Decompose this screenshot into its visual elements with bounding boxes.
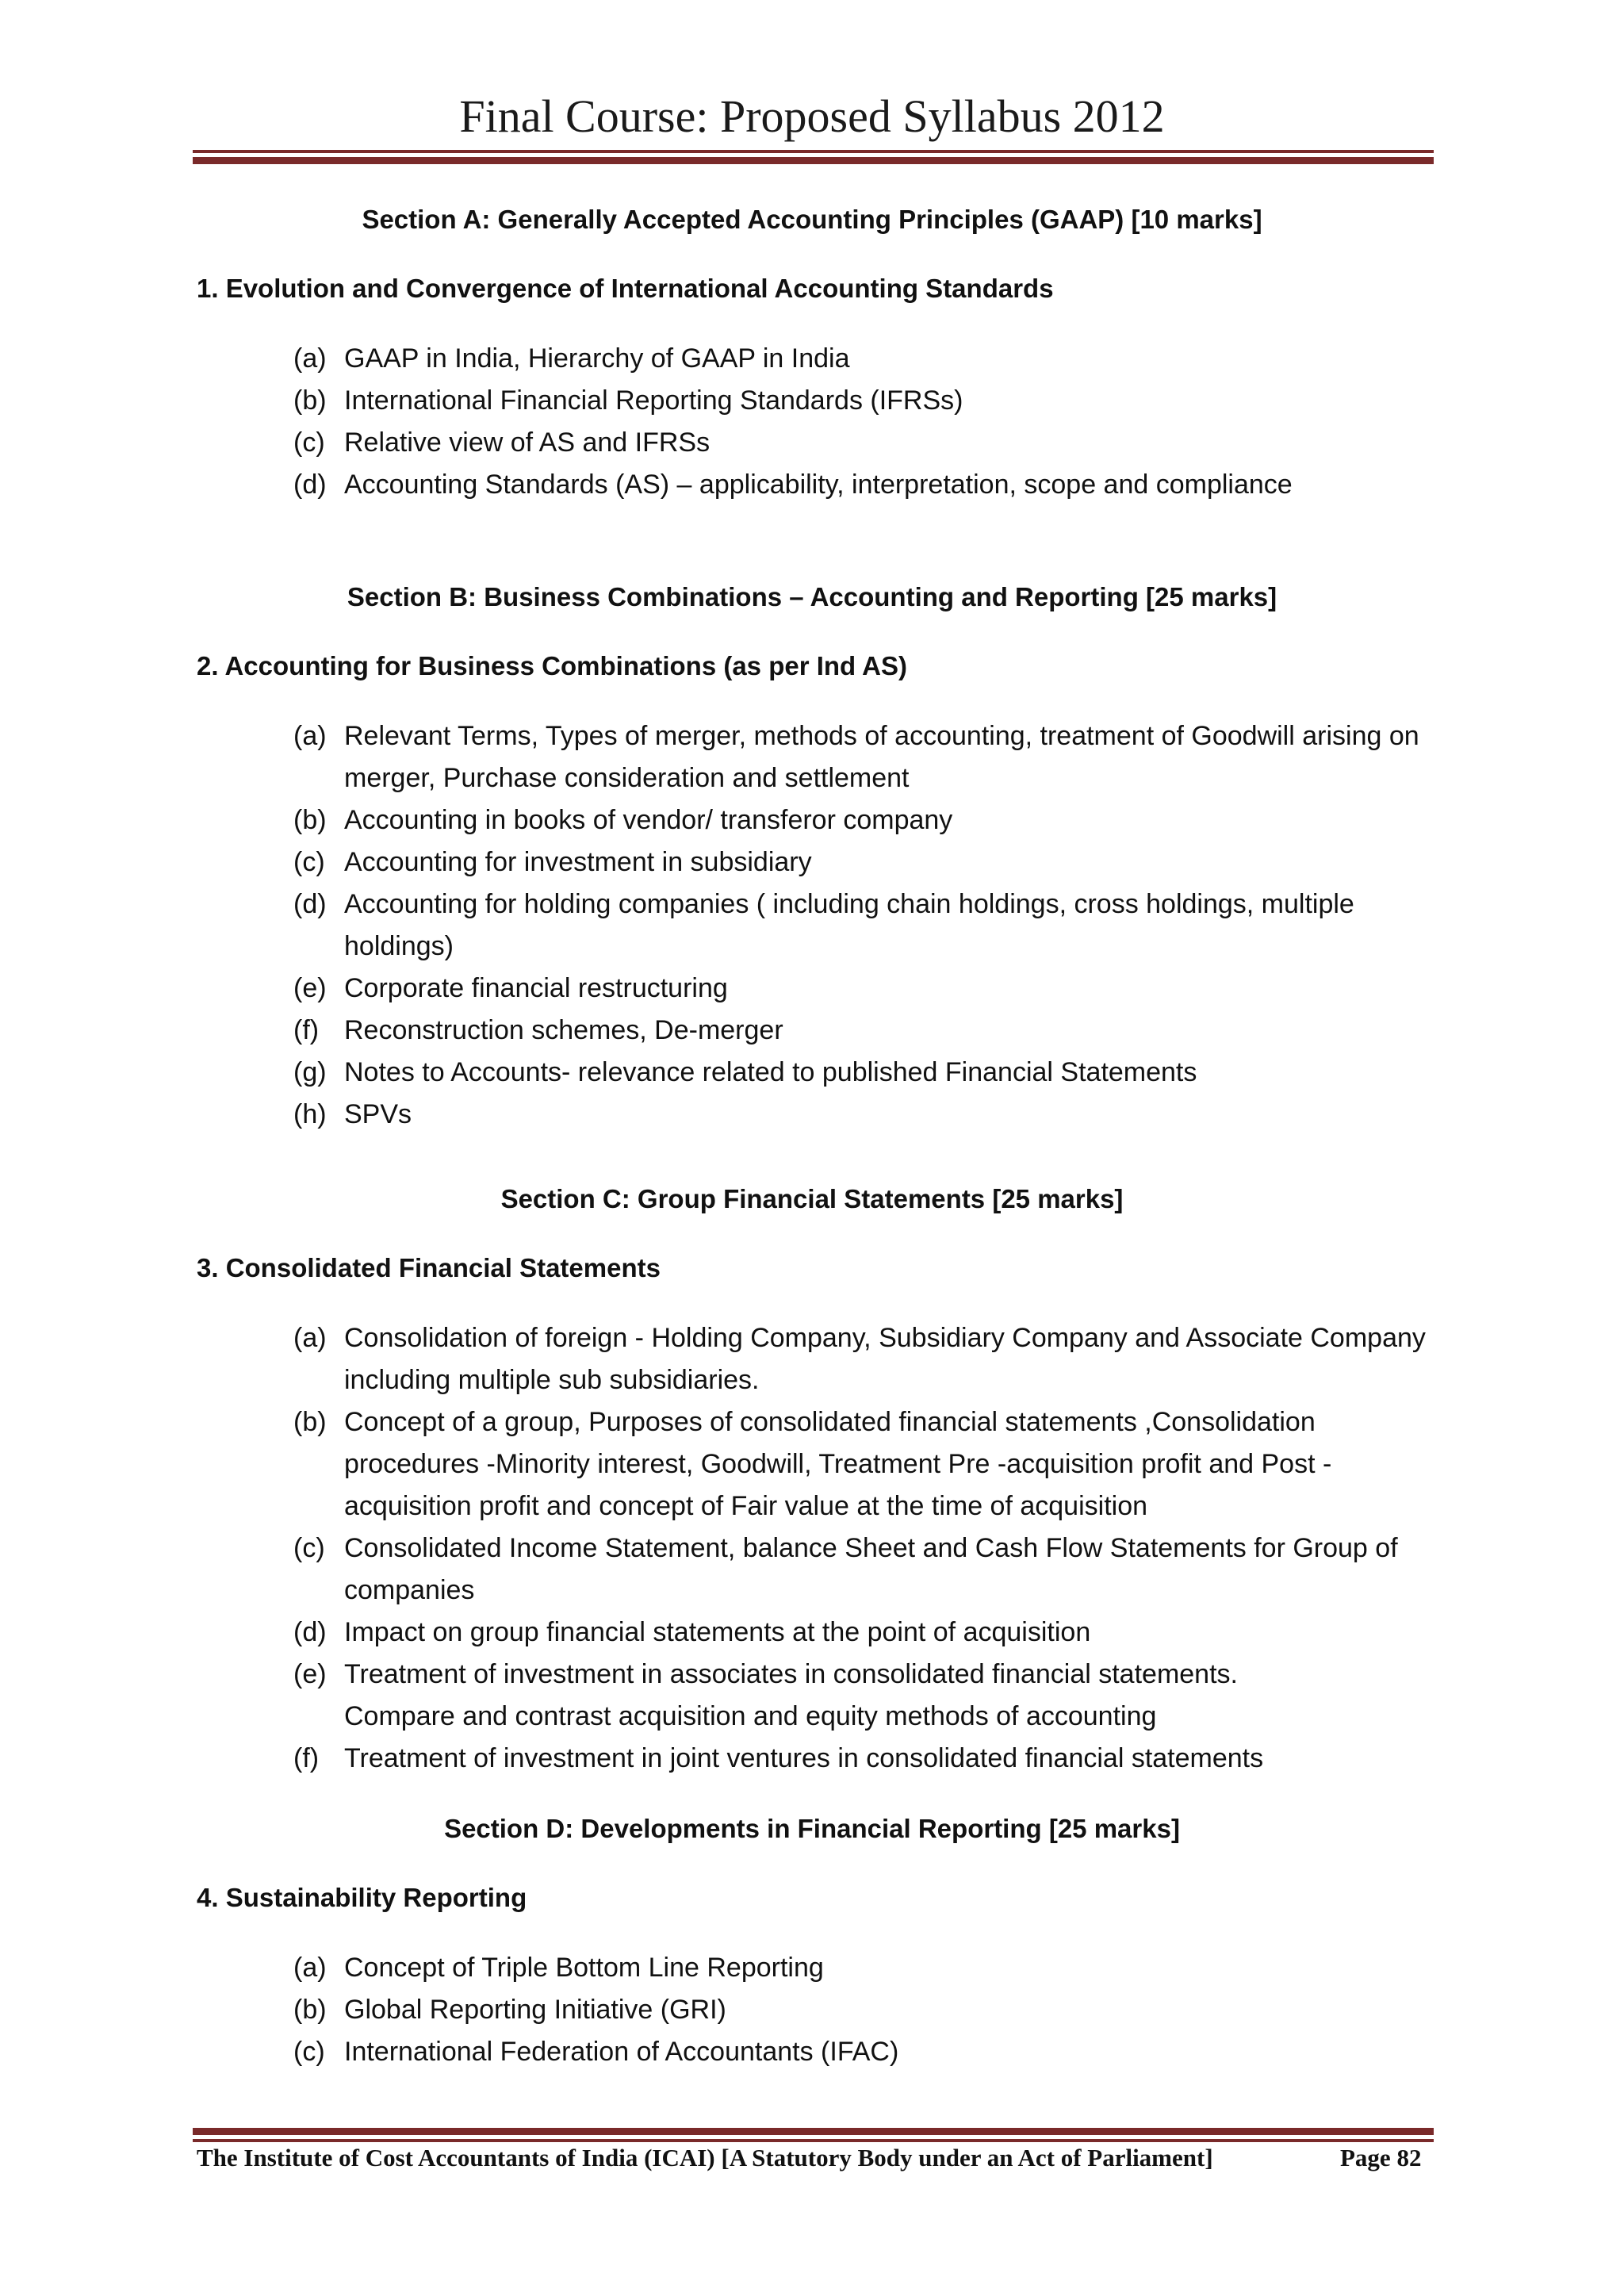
page-header-title: Final Course: Proposed Syllabus 2012 — [459, 90, 1165, 142]
list-item — [293, 1989, 1435, 2031]
topic-3-heading: 3. Consolidated Financial Statements — [197, 1253, 661, 1282]
list-item-label: (e) — [293, 973, 327, 1003]
list-item — [293, 1654, 1435, 1738]
list-item-text: Corporate financial restructuring — [344, 973, 728, 1003]
section-d-heading: Section D: Developments in Financial Reporting [25 marks] — [444, 1814, 1180, 1843]
list-item — [293, 1401, 1435, 1527]
list-item — [293, 1738, 1435, 1780]
list-item-text: Concept of Triple Bottom Line Reporting — [344, 1953, 824, 1983]
list-item — [293, 799, 1435, 841]
list-item-text: Treatment of investment in joint ventures in consolidated financial statements — [344, 1743, 1264, 1773]
topic-2-heading: 2. Accounting for Business Combinations (as per Ind AS) — [197, 651, 907, 680]
list-item — [293, 1317, 1435, 1401]
list-item-text: Accounting for investment in subsidiary — [344, 847, 812, 877]
list-item-text: Notes to Accounts- relevance related to published Financial Statements — [344, 1057, 1197, 1087]
list-item-label: (c) — [293, 1533, 325, 1563]
list-item-label: (h) — [293, 1099, 327, 1129]
list-item-label: (c) — [293, 427, 325, 458]
list-item-text: Relative view of AS and IFRSs — [344, 427, 710, 458]
list-item-label: (a) — [293, 1323, 327, 1353]
list-item — [293, 968, 1435, 1010]
list-item — [293, 2031, 1435, 2073]
topic-4-heading: 4. Sustainability Reporting — [197, 1883, 527, 1912]
footer-divider-thin — [193, 2139, 1434, 2142]
list-item-text: Concept of a group, Purposes of consolidated financial statements ,Consolidation procedures -Minority interest, Goodwill, Treatment Pre -acquisition profit and Post -acquisition profit and concept of Fair value at the time of acquisition — [344, 1407, 1332, 1521]
topic-1-heading: 1. Evolution and Convergence of International Accounting Standards — [197, 274, 1054, 303]
list-item-text: Treatment of investment in associates in consolidated financial statements. Compare and contrast acquisition and equity methods of accounting — [344, 1659, 1238, 1731]
list-item-text: Relevant Terms, Types of merger, methods of accounting, treatment of Goodwill arising on merger, Purchase consideration and settlement — [344, 721, 1419, 793]
list-item — [293, 1947, 1435, 1989]
list-item — [293, 884, 1435, 968]
list-item-text: International Financial Reporting Standards (IFRSs) — [344, 385, 963, 416]
list-item-text: Impact on group financial statements at the point of acquisition — [344, 1617, 1091, 1647]
footer-institute-text: The Institute of Cost Accountants of India (ICAI) [A Statutory Body under an Act of Parliament] — [197, 2144, 1213, 2171]
list-item — [293, 1094, 1435, 1136]
list-item — [293, 1052, 1435, 1094]
list-item — [293, 464, 1435, 506]
list-item — [293, 338, 1435, 380]
list-item-text: Consolidated Income Statement, balance Sheet and Cash Flow Statements for Group of companies — [344, 1533, 1398, 1605]
list-item-label: (c) — [293, 847, 325, 877]
list-item-label: (d) — [293, 889, 327, 919]
list-item — [293, 715, 1435, 799]
list-item-text: Accounting for holding companies ( including chain holdings, cross holdings, multiple holdings) — [344, 889, 1354, 961]
list-item-label: (f) — [293, 1015, 320, 1045]
list-item — [293, 422, 1435, 464]
list-item — [293, 841, 1435, 884]
list-item-text: Accounting Standards (AS) – applicability, interpretation, scope and compliance — [344, 470, 1293, 500]
list-item-text: SPVs — [344, 1099, 412, 1129]
page-number: Page 82 — [1340, 2144, 1422, 2171]
list-item-label: (f) — [293, 1743, 320, 1773]
list-item-label: (e) — [293, 1659, 327, 1689]
list-item — [293, 1612, 1435, 1654]
header-divider-thin — [193, 150, 1434, 153]
section-c-heading: Section C: Group Financial Statements [25 marks] — [500, 1184, 1124, 1213]
footer-divider-thick — [193, 2128, 1434, 2135]
list-item-text: GAAP in India, Hierarchy of GAAP in India — [344, 343, 850, 374]
list-item-label: (b) — [293, 1995, 327, 2025]
list-item-label: (b) — [293, 805, 327, 835]
list-item-label: (d) — [293, 1617, 327, 1647]
list-item — [293, 1527, 1435, 1612]
list-item — [293, 380, 1435, 422]
list-item-label: (a) — [293, 721, 327, 751]
list-item-text: Consolidation of foreign - Holding Company, Subsidiary Company and Associate Company including multiple sub subsidiaries. — [344, 1323, 1426, 1395]
section-b-heading: Section B: Business Combinations – Accounting and Reporting [25 marks] — [347, 582, 1277, 611]
section-a-heading: Section A: Generally Accepted Accounting Principles (GAAP) [10 marks] — [362, 205, 1262, 234]
list-item-label: (a) — [293, 1953, 327, 1983]
list-item-label: (b) — [293, 385, 327, 416]
list-item-label: (b) — [293, 1407, 327, 1437]
list-item-text: Reconstruction schemes, De-merger — [344, 1015, 783, 1045]
list-item-text: Global Reporting Initiative (GRI) — [344, 1995, 726, 2025]
list-item-label: (d) — [293, 470, 327, 500]
list-item-label: (g) — [293, 1057, 327, 1087]
list-item-label: (c) — [293, 2037, 325, 2067]
list-item-text: Accounting in books of vendor/ transferor company — [344, 805, 953, 835]
list-item — [293, 1010, 1435, 1052]
list-item-text: International Federation of Accountants (IFAC) — [344, 2037, 899, 2067]
header-divider-thick — [193, 157, 1434, 164]
list-item-label: (a) — [293, 343, 327, 374]
